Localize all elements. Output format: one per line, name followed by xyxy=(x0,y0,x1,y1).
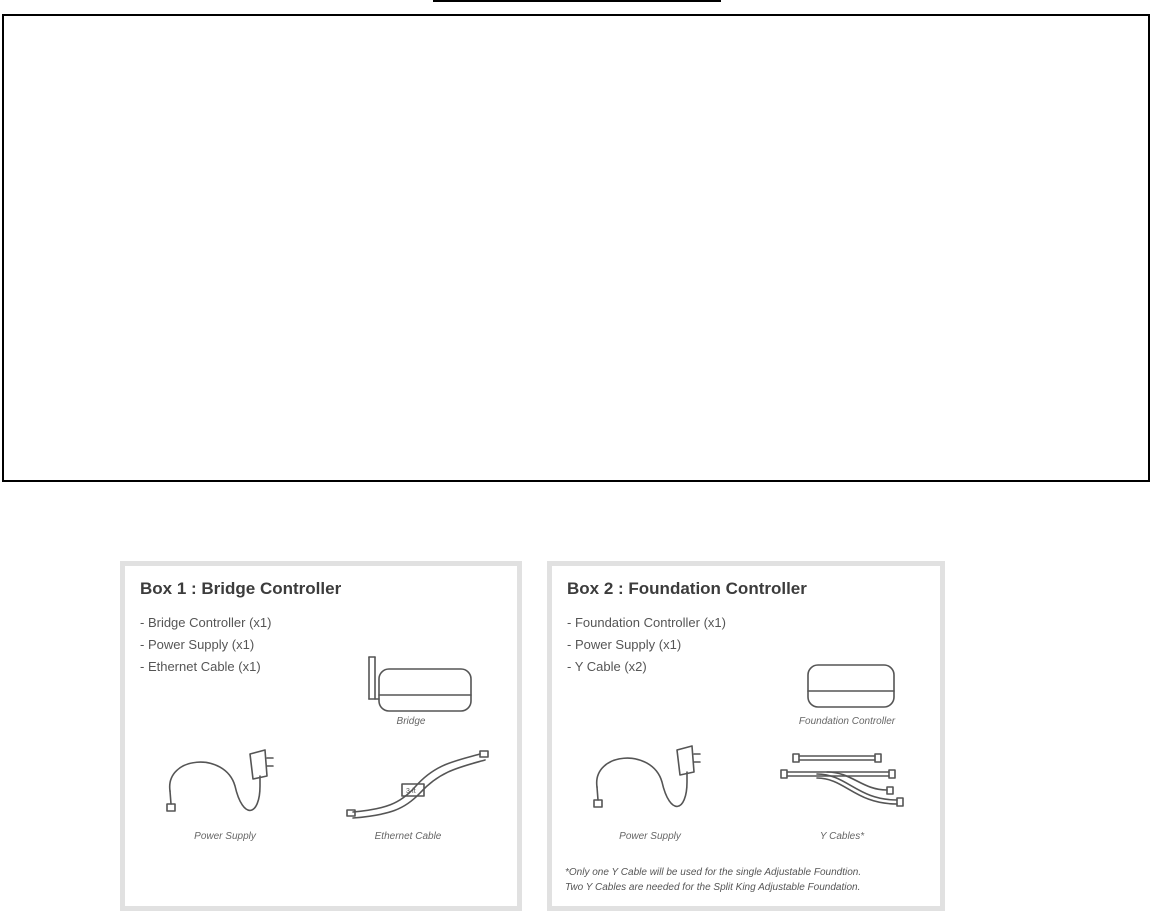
power-supply-illustration xyxy=(592,742,722,822)
list-item: - Power Supply (x1) xyxy=(140,637,255,652)
empty-content-frame xyxy=(2,14,1150,482)
bridge-illustration xyxy=(365,653,485,713)
y-cables-illustration xyxy=(777,752,912,812)
box-2-card xyxy=(547,561,945,911)
list-item: - Ethernet Cable (x1) xyxy=(140,659,261,674)
footnote-line: Two Y Cables are needed for the Split King Adjustable Foundation. xyxy=(565,882,861,893)
header-underline xyxy=(433,0,721,2)
y-cables-caption: Y Cables* xyxy=(819,831,865,842)
ethernet-cable-illustration xyxy=(345,749,495,819)
cable-length-label: 3 ft xyxy=(406,788,416,795)
bridge-caption: Bridge xyxy=(396,716,426,727)
power-supply-caption: Power Supply xyxy=(619,831,681,842)
box-1-item-list xyxy=(140,612,272,678)
y-cable-footnote xyxy=(565,865,861,895)
list-item: - Bridge Controller (x1) xyxy=(140,615,272,630)
list-item: - Foundation Controller (x1) xyxy=(567,615,726,630)
foundation-controller-caption: Foundation Controller xyxy=(798,716,896,727)
box-1-card xyxy=(120,561,522,911)
list-item: - Power Supply (x1) xyxy=(567,637,682,652)
power-supply-caption: Power Supply xyxy=(194,831,256,842)
footnote-line: *Only one Y Cable will be used for the single Adjustable Foundtion. xyxy=(565,867,862,878)
box-1-title: Box 1 : Bridge Controller xyxy=(140,579,342,598)
box-2-item-list xyxy=(567,612,726,678)
ethernet-cable-caption: Ethernet Cable xyxy=(374,831,442,842)
box-2-title: Box 2 : Foundation Controller xyxy=(567,579,807,598)
list-item: - Y Cable (x2) xyxy=(567,659,647,674)
power-supply-illustration xyxy=(165,746,295,826)
foundation-controller-illustration xyxy=(804,655,904,711)
